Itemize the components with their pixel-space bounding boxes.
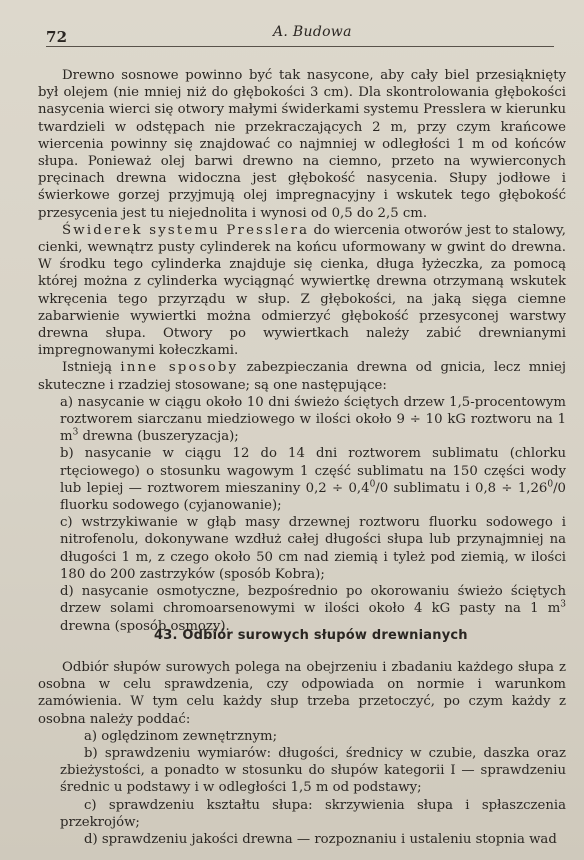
inspection-list xyxy=(38,728,566,848)
page-header xyxy=(46,24,554,47)
page-number: 72 xyxy=(46,28,68,46)
emphasis-pressler-borer: Świderek systemu Presslera xyxy=(62,222,310,238)
running-head: A. Budowa xyxy=(273,24,352,40)
item-b-superscript-2: 0 xyxy=(547,479,554,490)
section-heading: 43. Odbiór surowych słupów drewnianych xyxy=(154,628,468,643)
inspection-item-b: b) sprawdzeniu wymiarów: długości, średnicy w czubie, daszka oraz zbieżystości, a ponadto w stosunku do słupów kategorii I — sprawdzeniu średnic u podstawy i w odległości 1,5 m od podstawy; xyxy=(60,746,566,796)
inspection-item-a: a) oględzinom zewnętrznym; xyxy=(84,728,278,744)
inspection-item-d: d) sprawdzeniu jakości drewna — rozpoznaniu i ustaleniu stopnia wad xyxy=(84,832,557,848)
list-item-d xyxy=(38,583,566,635)
item-d-superscript: 3 xyxy=(560,599,566,610)
other-methods-start: Istnieją xyxy=(62,360,121,376)
other-methods-end: zabezpieczania drewna od gnicia, lecz mniej skuteczne i rzadziej stosowane; są one następujące: xyxy=(38,360,566,393)
inspection-item-c: c) sprawdzeniu kształtu słupa: skrzywienia słupa i spłaszczenia przekrojów; xyxy=(60,797,566,830)
paragraph-impregnation-check: Drewno sosnowe powinno być tak nasycone, aby cały biel przesiąknięty był olejem (nie mniej niż do głębokości 3 cm). Dla skontrolowania głębokości nasycenia wierci się otwory małymi świderkami systemu Presslera w kierunku twardzieli w odstępach nie przekraczających 2 m, przy czym krańcowe wiercenia powinny się znajdować co najmniej w odległości 1 m od końców słupa. Ponieważ olej barwi drewno na ciemno, przeto na wywierconych pręcinach drewna widoczna jest głębokość nasycenia. Słupy jodłowe i świerkowe gorzej przyjmują olej impregnacyjny i wskutek tego głębokość przesycenia jest tu niejednolita i wynosi od 0,5 do 2,5 cm. xyxy=(38,68,566,221)
main-text xyxy=(38,67,566,635)
item-a-superscript: 3 xyxy=(72,427,79,438)
list-item-c: c) wstrzykiwanie w głąb masy drzewnej roztworu fluorku sodowego i nitrofenolu, dokonywane wzdłuż całej długości słupa lub przynajmniej na długości 1 m, z czego około 50 cm nad ziemią i tyleż pod ziemią, w ilości 180 do 200 zastrzyków (sposób Kobra); xyxy=(60,515,566,582)
section-intro: Odbiór słupów surowych polega na obejrzeniu i zbadaniu każdego słupa z osobna w celu sprawdzenia, czy odpowiada on normie i warunkom zamówienia. W tym celu każdy słup trzeba przetoczyć, po czym każdy z osobna należy poddać: xyxy=(38,660,566,727)
item-d-text-end: drewna (sposób osmozy). xyxy=(60,618,230,634)
item-b-text-middle: /0 sublimatu i 0,8 ÷ 1,26 xyxy=(375,480,548,496)
pressler-description: do wiercenia otworów jest to stalowy, cienki, wewnątrz pusty cylinderek na końcu uformowany w gwint do drewna. W środku tego cylinderka znajduje się cienka, długa łyżeczka, za pomocą której można z cylinderka wyciągnąć wywiertkę drewna otrzymaną wskutek wkręcenia tego przyrządu w słup. Z głębokości, na jaką sięga ciemne zabarwienie wywiertki można odmierzyć głębokość przesyconej warstwy drewna słupa. Otwory po wywiertkach należy zabić drewnianymi impregnowanymi kołeczkami. xyxy=(38,222,566,359)
item-a-text: a) nasycanie w ciągu około 10 dni świeżo ściętych drzew 1,5-procentowym roztworem siarczanu miedziowego w ilości około 9 ÷ 10 kG roztworu na 1 m xyxy=(60,394,566,445)
item-b-text: b) nasycanie w ciągu 12 do 14 dni roztworem sublimatu (chlorku rtęciowego) o stosunku wagowym 1 część sublimatu na 150 części wody lub lepiej — roztworem mieszaniny 0,2 ÷ 0,4 xyxy=(60,446,566,496)
list-item-a xyxy=(38,394,566,446)
section-body xyxy=(38,659,566,848)
emphasis-other-methods: inne sposoby xyxy=(120,360,239,376)
list-item-b xyxy=(38,445,566,514)
protection-methods-list xyxy=(38,394,566,635)
paragraph-pressler-borer xyxy=(38,222,566,360)
item-b-text-end: /0 fluorku sodowego (cyjanowanie); xyxy=(60,480,566,514)
item-d-text: d) nasycanie osmotyczne, bezpośrednio po okorowaniu świeżo ściętych drzew solami chromoarsenowymi w ilości około 4 kG pasty na 1 m xyxy=(60,584,566,617)
item-b-superscript-1: 0 xyxy=(369,479,376,490)
item-a-text-end: drewna (buszeryzacja); xyxy=(78,429,239,445)
paragraph-other-methods xyxy=(38,359,566,393)
